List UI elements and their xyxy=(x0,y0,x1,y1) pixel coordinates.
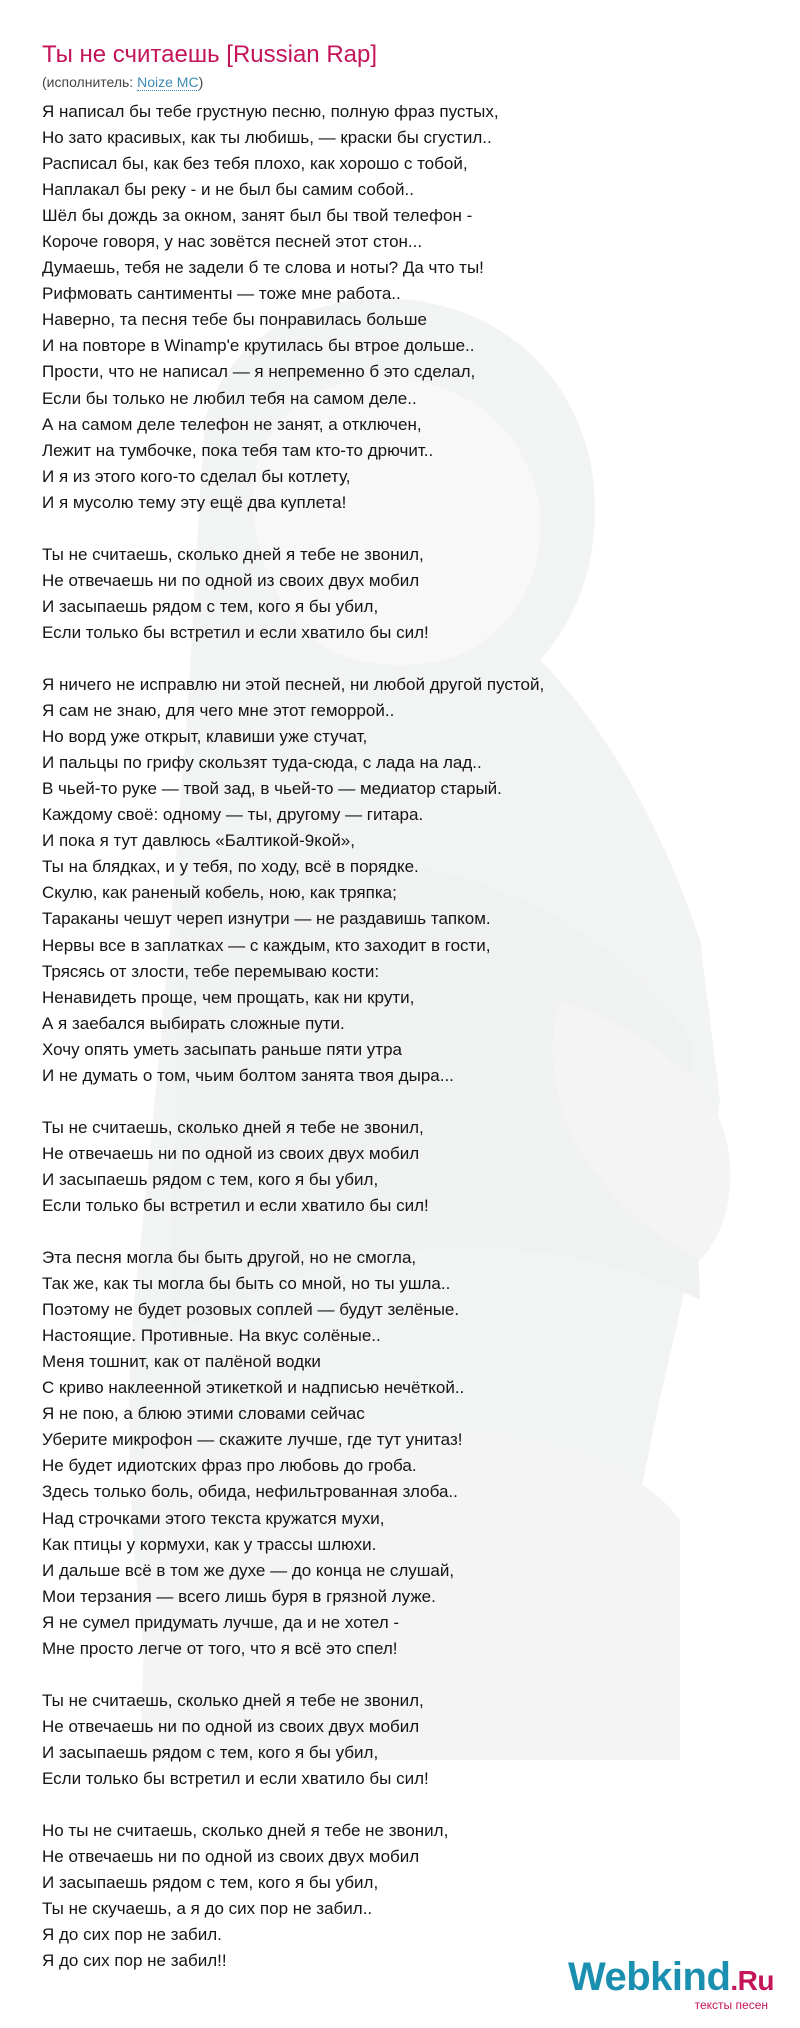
lyric-line: Так же, как ты могла бы быть со мной, но ты ушла.. xyxy=(42,1274,451,1294)
lyric-line: Ты не считаешь, сколько дней я тебе не звонил, xyxy=(42,1117,424,1137)
watermark-tagline: тексты песен xyxy=(694,1998,768,2012)
stanza-break xyxy=(42,1089,782,1115)
stanza-break xyxy=(42,1219,782,1245)
lyric-line: Скулю, как раненый кобель, ною, как тряпка; xyxy=(42,883,397,903)
watermark-logo xyxy=(568,1957,774,2001)
artist-suffix: ) xyxy=(198,74,204,90)
lyric-line: Шёл бы дождь за окном, занят был бы твой телефон - xyxy=(42,206,473,226)
lyric-line: Не отвечаешь ни по одной из своих двух мобил xyxy=(42,1716,420,1736)
lyric-line: Настоящие. Противные. На вкус солёные.. xyxy=(42,1326,381,1346)
lyric-line: Нервы все в заплатках — с каждым, кто заходит в гости, xyxy=(42,935,491,955)
lyric-line: И на повторе в Winamp'е крутилась бы втрое дольше.. xyxy=(42,336,475,356)
lyric-line: И не думать о том, чьим болтом занята твоя дыра... xyxy=(42,1065,454,1085)
lyric-line: Ты не считаешь, сколько дней я тебе не звонил, xyxy=(42,544,424,564)
lyrics-text xyxy=(42,99,782,1974)
lyric-line: И пальцы по грифу скользят туда-сюда, с лада на лад.. xyxy=(42,753,482,773)
lyrics-page xyxy=(42,40,782,1974)
lyric-line: И пока я тут давлюсь «Балтикой-9кой», xyxy=(42,831,355,851)
lyric-line: Ты не скучаешь, а я до сих пор не забил.. xyxy=(42,1899,373,1919)
lyric-line: Прости, что не написал — я непременно б это сделал, xyxy=(42,362,476,382)
lyric-line: Меня тошнит, как от палёной водки xyxy=(42,1352,321,1372)
watermark-suffix: .Ru xyxy=(730,1965,774,1996)
lyric-line: Не отвечаешь ни по одной из своих двух мобил xyxy=(42,570,420,590)
lyric-line: Думаешь, тебя не задели б те слова и ноты? Да что ты! xyxy=(42,258,484,278)
lyric-line: Но ты не считаешь, сколько дней я тебе не звонил, xyxy=(42,1821,449,1841)
lyric-line: Ты не считаешь, сколько дней я тебе не звонил, xyxy=(42,1690,424,1710)
lyric-line: А на самом деле телефон не занят, а отключен, xyxy=(42,414,422,434)
stanza-break xyxy=(42,646,782,672)
lyric-line: Мне просто легче от того, что я всё это спел! xyxy=(42,1638,398,1658)
lyric-line: Наверно, та песня тебе бы понравилась больше xyxy=(42,310,427,330)
lyric-line: Поэтому не будет розовых соплей — будут зелёные. xyxy=(42,1300,460,1320)
artist-line xyxy=(42,73,782,91)
lyric-line: Но зато красивых, как ты любишь, — краски бы сгустил.. xyxy=(42,128,492,148)
lyric-line: Как птицы у кормухи, как у трассы шлюхи. xyxy=(42,1534,377,1554)
lyric-line: Уберите микрофон — скажите лучше, где тут унитаз! xyxy=(42,1430,463,1450)
lyric-line: Не отвечаешь ни по одной из своих двух мобил xyxy=(42,1143,420,1163)
lyric-line: Хочу опять уметь засыпать раньше пяти утра xyxy=(42,1039,402,1059)
stanza-break xyxy=(42,1792,782,1818)
lyric-line: В чьей-то руке — твой зад, в чьей-то — медиатор старый. xyxy=(42,779,502,799)
lyric-line: Не отвечаешь ни по одной из своих двух мобил xyxy=(42,1847,420,1867)
lyric-line: Если только бы встретил и если хватило бы сил! xyxy=(42,1195,429,1215)
artist-prefix: (исполнитель: xyxy=(42,74,138,90)
lyric-line: Каждому своё: одному — ты, другому — гитара. xyxy=(42,805,424,825)
lyric-line: Я до сих пор не забил!! xyxy=(42,1951,227,1971)
lyric-line: Расписал бы, как без тебя плохо, как хорошо с тобой, xyxy=(42,154,468,174)
lyric-line: Если только бы встретил и если хватило бы сил! xyxy=(42,1769,429,1788)
lyric-line: Если бы только не любил тебя на самом деле.. xyxy=(42,388,417,408)
lyric-line: Лежит на тумбочке, пока тебя там кто-то дрючит.. xyxy=(42,440,434,460)
lyric-line: Я не сумел придумать лучше, да и не хотел - xyxy=(42,1612,399,1632)
lyric-line: Наплакал бы реку - и не был бы самим собой.. xyxy=(42,180,414,200)
site-watermark xyxy=(568,1957,774,2012)
lyric-line: Но ворд уже открыт, клавиши уже стучат, xyxy=(42,727,368,747)
lyric-line: Рифмовать сантименты — тоже мне работа.. xyxy=(42,284,401,304)
lyric-line: Я написал бы тебе грустную песню, полную фраз пустых, xyxy=(42,102,499,121)
lyric-line: Трясясь от злости, тебе перемываю кости: xyxy=(42,961,380,981)
lyric-line: Эта песня могла бы быть другой, но не смогла, xyxy=(42,1248,417,1268)
lyric-line: И я мусолю тему эту ещё два куплета! xyxy=(42,492,347,512)
lyric-line: Короче говоря, у нас зовётся песней этот стон... xyxy=(42,232,423,252)
lyric-line: И я из этого кого-то сделал бы котлету, xyxy=(42,466,351,486)
artist-link[interactable]: Noize MC xyxy=(137,74,199,90)
lyric-line: И дальше всё в том же духе — до конца не слушай, xyxy=(42,1560,455,1580)
lyric-line: Я сам не знаю, для чего мне этот геморрой.. xyxy=(42,701,395,721)
lyric-line: Ты на блядках, и у тебя, по ходу, всё в порядке. xyxy=(42,857,419,877)
lyric-line: Здесь только боль, обида, нефильтрованная злоба.. xyxy=(42,1482,458,1502)
lyric-line: Если только бы встретил и если хватило бы сил! xyxy=(42,622,429,642)
watermark-brand: Webkind xyxy=(567,1955,731,1999)
lyric-line: С криво наклеенной этикеткой и надписью нечёткой.. xyxy=(42,1378,465,1398)
lyric-line: Я ничего не исправлю ни этой песней, ни любой другой пустой, xyxy=(42,675,545,695)
lyric-line: Ненавидеть проще, чем прощать, как ни крути, xyxy=(42,987,415,1007)
lyric-line: И засыпаешь рядом с тем, кого я бы убил, xyxy=(42,1742,379,1762)
lyric-line: Тараканы чешут череп изнутри — не раздавишь тапком. xyxy=(42,909,491,929)
lyric-line: Я до сих пор не забил. xyxy=(42,1925,222,1945)
stanza-break xyxy=(42,516,782,542)
lyric-line: И засыпаешь рядом с тем, кого я бы убил, xyxy=(42,1169,379,1189)
lyric-line: И засыпаешь рядом с тем, кого я бы убил, xyxy=(42,596,379,616)
lyric-line: И засыпаешь рядом с тем, кого я бы убил, xyxy=(42,1873,379,1893)
song-title: Ты не считаешь [Russian Rap] xyxy=(42,41,378,68)
lyric-line: Не будет идиотских фраз про любовь до гроба. xyxy=(42,1456,417,1476)
lyric-line: Над строчками этого текста кружатся мухи, xyxy=(42,1508,385,1528)
stanza-break xyxy=(42,1662,782,1688)
lyric-line: А я заебался выбирать сложные пути. xyxy=(42,1013,345,1033)
lyric-line: Мои терзания — всего лишь буря в грязной луже. xyxy=(42,1586,436,1606)
lyric-line: Я не пою, а блюю этими словами сейчас xyxy=(42,1404,365,1424)
